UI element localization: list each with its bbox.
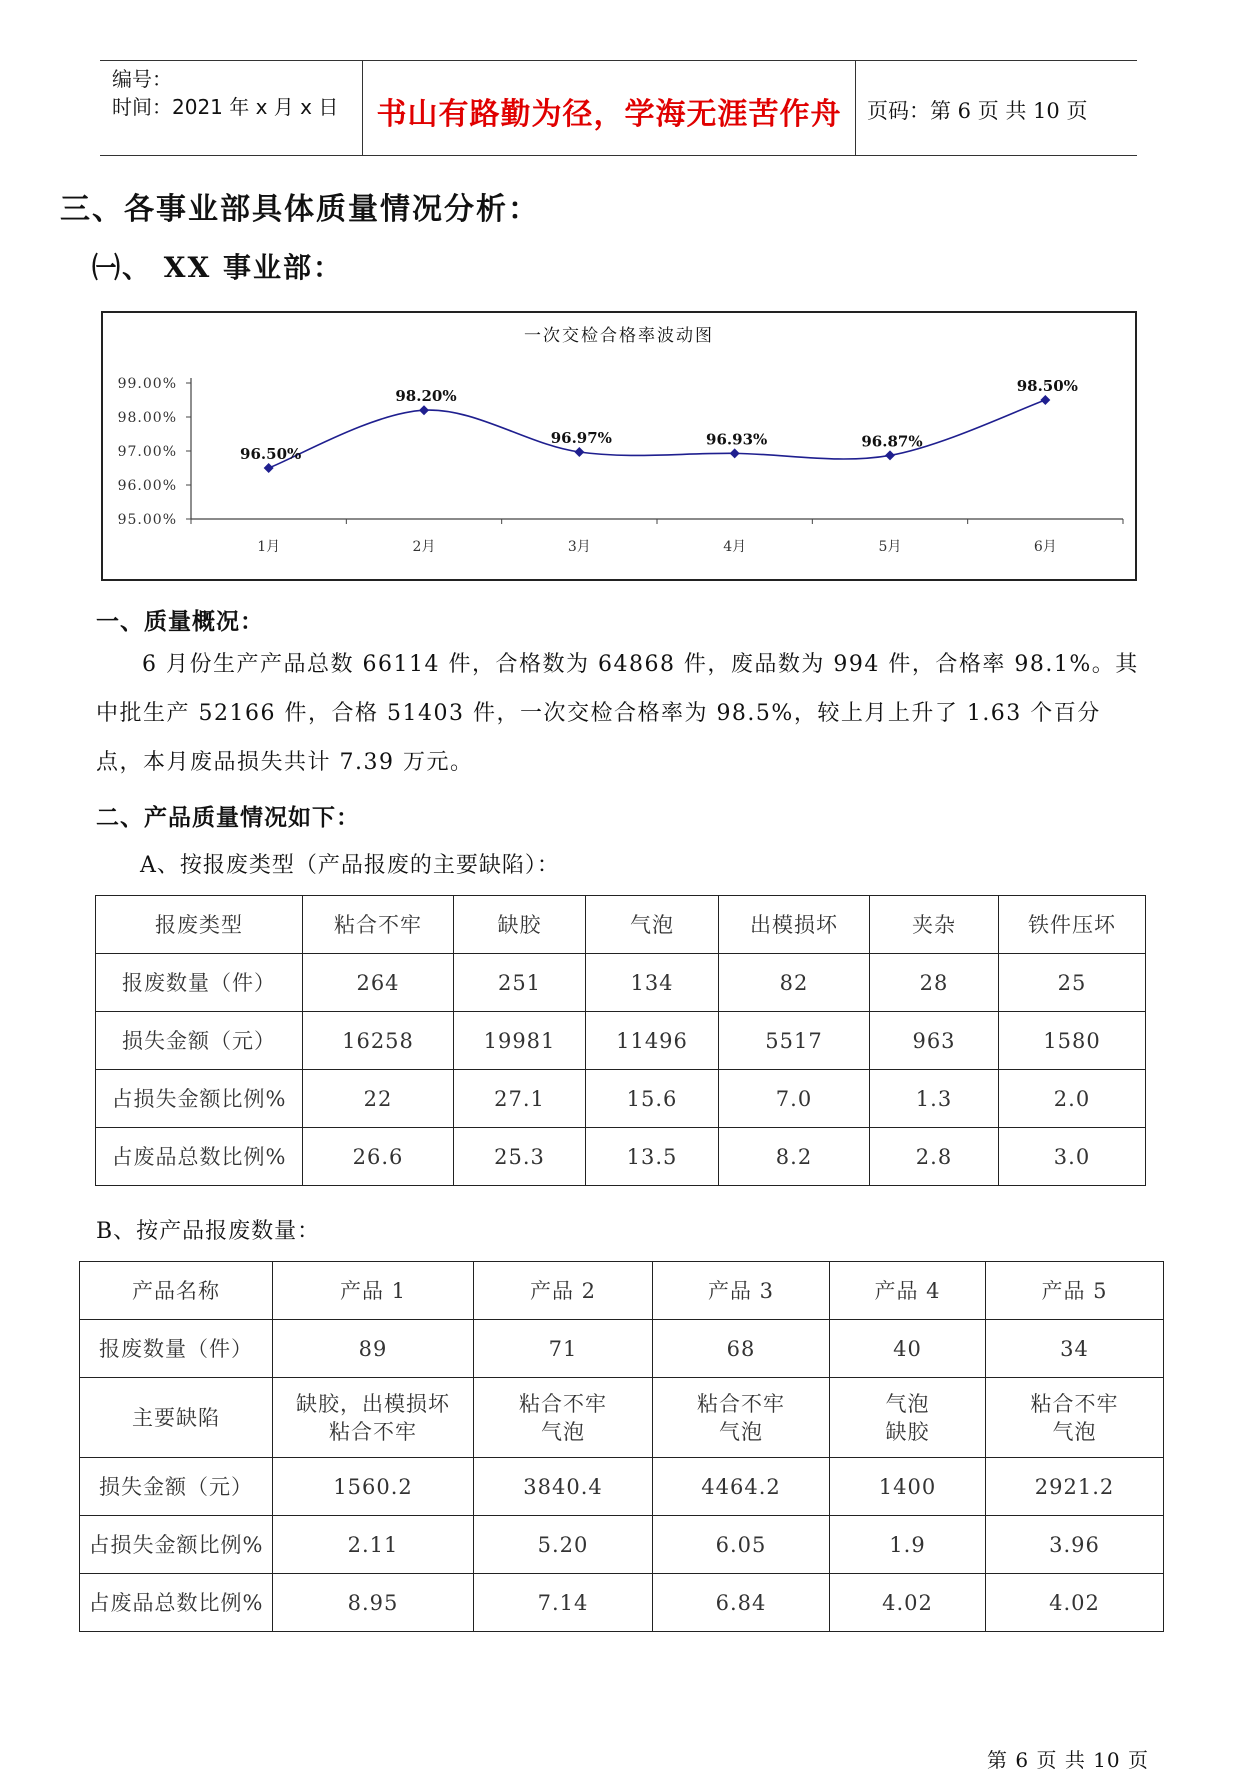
table-cell: 19981 (454, 1012, 586, 1070)
row-label-cell: 占废品总数比例% (80, 1574, 273, 1632)
table-cell: 963 (870, 1012, 999, 1070)
section-title-overview: 一、质量概况： (96, 608, 264, 635)
y-tick-label: 97.00% (117, 444, 177, 460)
data-label: 96.97% (550, 429, 612, 448)
table-row (80, 1574, 1164, 1632)
table-cell: 8.95 (273, 1574, 474, 1632)
table-header-cell: 产品 4 (830, 1262, 986, 1320)
table-cell (653, 1378, 830, 1458)
row-label-cell: 损失金额（元） (80, 1458, 273, 1516)
row-label-cell: 报废数量（件） (96, 954, 303, 1012)
section-title-quality: 二、产品质量情况如下： (96, 804, 360, 831)
cell-line: 粘合不牢 (1030, 1391, 1119, 1416)
cell-line: 缺胶，出模损坏 (296, 1391, 450, 1416)
y-tick-label: 95.00% (117, 512, 177, 528)
table-cell: 3840.4 (474, 1458, 653, 1516)
table-header-cell: 产品 2 (474, 1262, 653, 1320)
data-label: 96.87% (861, 432, 923, 451)
x-tick-label: 4月 (723, 539, 747, 555)
row-label-cell: 占废品总数比例% (96, 1128, 303, 1186)
table-cell: 3.0 (999, 1128, 1146, 1186)
data-label: 96.93% (706, 430, 768, 449)
page-header (100, 60, 1137, 156)
chart-title: 一次交检合格率波动图 (524, 326, 714, 346)
table-cell: 5.20 (474, 1516, 653, 1574)
table-cell: 71 (474, 1320, 653, 1378)
table-row (96, 1128, 1146, 1186)
page-footer: 第 6 页 共 10 页 (987, 1748, 1149, 1772)
table-header-cell: 铁件压坏 (999, 896, 1146, 954)
cell-line: 缺胶 (885, 1419, 930, 1444)
x-tick-label: 2月 (412, 539, 436, 555)
table-cell: 15.6 (586, 1070, 719, 1128)
cell-line: 粘合不牢 (329, 1419, 417, 1444)
table-header-cell: 缺胶 (454, 896, 586, 954)
table-cell: 5517 (719, 1012, 870, 1070)
cell-line: 粘合不牢 (519, 1391, 607, 1416)
table-cell: 22 (303, 1070, 454, 1128)
table-cell: 4464.2 (653, 1458, 830, 1516)
table-header-cell: 产品名称 (80, 1262, 273, 1320)
table-cell: 26.6 (303, 1128, 454, 1186)
subtitle-b: B、按产品报废数量： (96, 1219, 321, 1244)
table-cell: 1580 (999, 1012, 1146, 1070)
x-tick-label: 1月 (257, 539, 281, 555)
row-label-cell: 报废数量（件） (80, 1320, 273, 1378)
overview-paragraph (96, 640, 1146, 787)
table-cell: 1.3 (870, 1070, 999, 1128)
section-heading: 三、各事业部具体质量情况分析： (60, 192, 540, 227)
table-cell: 264 (303, 954, 454, 1012)
table-header-cell: 出模损坏 (719, 896, 870, 954)
table-header-cell: 产品 5 (986, 1262, 1164, 1320)
data-label: 98.20% (395, 387, 457, 406)
table-cell: 7.14 (474, 1574, 653, 1632)
table-cell: 25.3 (454, 1128, 586, 1186)
time-label: 时间：2021 年 x 月 x 日 (112, 95, 339, 119)
data-label: 96.50% (240, 445, 302, 463)
table-row (80, 1516, 1164, 1574)
header-motto: 书山有路勤为径，学海无涯苦作舟 (376, 97, 842, 132)
row-label-cell: 占损失金额比例% (80, 1516, 273, 1574)
table-row (80, 1458, 1164, 1516)
header-divider (362, 61, 363, 155)
data-point (730, 448, 740, 458)
table-cell: 34 (986, 1320, 1164, 1378)
overview-text: 6 月份生产产品总数 66114 件，合格数为 64868 件，废品数为 994 件，合格率 98.1%。其中批生产 52166 件，合格 51403 件，一次交检合格率为 98.5%，较上月上升了 1.63 个百分点，本月废品损失共计 7.39 万元。 (96, 652, 1139, 775)
x-tick-label: 5月 (878, 539, 902, 555)
x-tick-label: 3月 (567, 539, 591, 555)
table-cell (830, 1378, 986, 1458)
number-label: 编号： (112, 67, 172, 91)
cell-line: 气泡 (719, 1419, 763, 1444)
table-cell (273, 1378, 474, 1458)
table-header-cell: 产品 1 (273, 1262, 474, 1320)
table-cell: 6.84 (653, 1574, 830, 1632)
table-header-cell: 气泡 (586, 896, 719, 954)
row-label-cell: 主要缺陷 (80, 1378, 273, 1458)
table-row (80, 1378, 1164, 1458)
table-header-cell: 产品 3 (653, 1262, 830, 1320)
product-scrap-table (79, 1261, 1164, 1632)
table-header-row (96, 896, 1146, 954)
table-cell: 2.0 (999, 1070, 1146, 1128)
table-cell: 11496 (586, 1012, 719, 1070)
row-label-cell: 损失金额（元） (96, 1012, 303, 1070)
pass-rate-chart (101, 311, 1137, 581)
table-cell: 8.2 (719, 1128, 870, 1186)
header-page-label: 页码：第 6 页 共 10 页 (867, 99, 1088, 123)
data-point (885, 450, 895, 460)
table-cell: 28 (870, 954, 999, 1012)
data-point (574, 447, 584, 457)
data-point (264, 463, 274, 473)
table-cell (986, 1378, 1164, 1458)
table-cell: 251 (454, 954, 586, 1012)
table-header-cell: 粘合不牢 (303, 896, 454, 954)
table-cell: 40 (830, 1320, 986, 1378)
subtitle-a: A、按报废类型（产品报废的主要缺陷）： (140, 853, 560, 878)
table-cell (474, 1378, 653, 1458)
table-cell: 27.1 (454, 1070, 586, 1128)
cell-line: 气泡 (1052, 1419, 1097, 1444)
table-cell: 1.9 (830, 1516, 986, 1574)
table-cell: 68 (653, 1320, 830, 1378)
table-cell: 2.8 (870, 1128, 999, 1186)
table-cell: 13.5 (586, 1128, 719, 1186)
table-cell: 16258 (303, 1012, 454, 1070)
table-header-cell: 夹杂 (870, 896, 999, 954)
header-meta (112, 65, 338, 121)
scrap-type-table (95, 895, 1146, 1186)
table-cell: 134 (586, 954, 719, 1012)
data-label: 98.50% (1016, 377, 1078, 395)
y-tick-label: 98.00% (117, 410, 177, 426)
row-label-cell: 占损失金额比例% (96, 1070, 303, 1128)
cell-line: 气泡 (885, 1391, 930, 1416)
table-cell: 1400 (830, 1458, 986, 1516)
cell-line: 粘合不牢 (697, 1391, 785, 1416)
cell-line: 气泡 (541, 1419, 585, 1444)
line-chart (103, 313, 1135, 579)
table-cell: 3.96 (986, 1516, 1164, 1574)
table-cell: 4.02 (986, 1574, 1164, 1632)
header-divider (855, 61, 856, 155)
data-point (419, 405, 429, 415)
table-cell: 2921.2 (986, 1458, 1164, 1516)
table-row (80, 1320, 1164, 1378)
y-tick-label: 99.00% (117, 376, 177, 392)
table-cell: 6.05 (653, 1516, 830, 1574)
table-cell: 4.02 (830, 1574, 986, 1632)
table-cell: 25 (999, 954, 1146, 1012)
table-cell: 89 (273, 1320, 474, 1378)
table-header-cell: 报废类型 (96, 896, 303, 954)
table-cell: 1560.2 (273, 1458, 474, 1516)
table-row (96, 1070, 1146, 1128)
table-header-row (80, 1262, 1164, 1320)
table-row (96, 954, 1146, 1012)
table-cell: 7.0 (719, 1070, 870, 1128)
y-tick-label: 96.00% (117, 478, 177, 494)
table-row (96, 1012, 1146, 1070)
series-line (269, 400, 1046, 468)
subsection-heading: ㈠、 XX 事业部： (92, 251, 343, 284)
table-cell: 82 (719, 954, 870, 1012)
x-tick-label: 6月 (1033, 539, 1057, 555)
data-point (1040, 395, 1050, 405)
table-cell: 2.11 (273, 1516, 474, 1574)
